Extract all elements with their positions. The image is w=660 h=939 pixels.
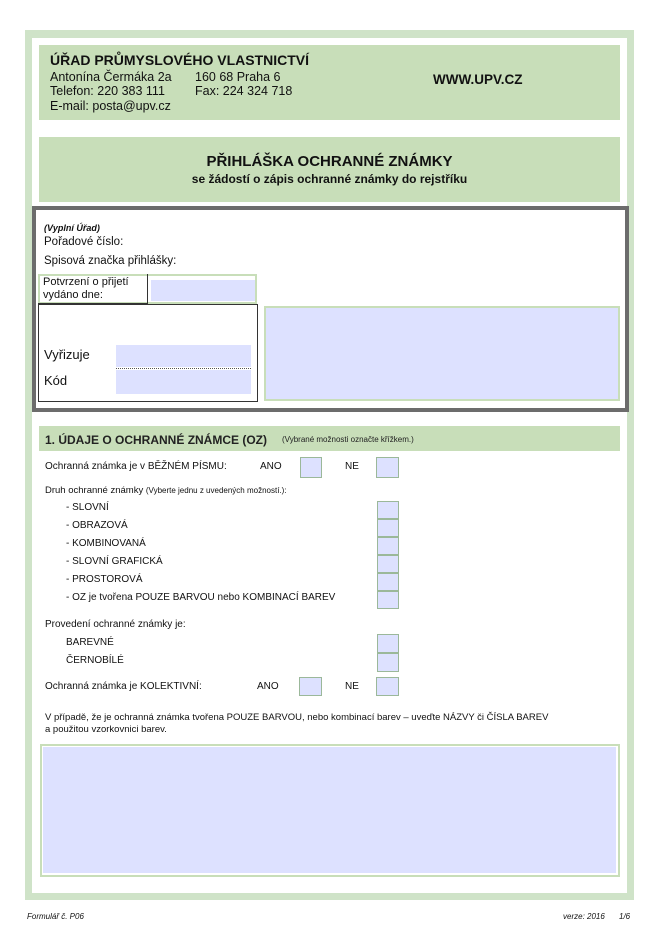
type-combined-checkbox[interactable] [377,537,399,555]
form-title: PŘIHLÁŠKA OCHRANNÉ ZNÁMKY [206,153,453,170]
phone: Telefon: 220 383 111 [50,84,165,98]
office-fill-note: (Vyplní Úřad) [44,223,100,233]
handler-divider [116,368,251,369]
receipt-label [43,276,129,302]
receipt-label-line2: vydáno dne: [43,289,103,301]
standard-script-yes-label: ANO [260,461,282,472]
type-option-spatial: - PROSTOROVÁ [66,574,143,585]
collective-yes-checkbox[interactable] [299,677,322,696]
address-city: 160 68 Praha 6 [195,70,281,84]
collective-no-label: NE [345,681,359,692]
code-label: Kód [44,373,68,388]
collective-no-checkbox[interactable] [376,677,399,696]
section-1-header [39,426,620,451]
form-title-block [39,137,620,202]
execution-color-checkbox[interactable] [377,634,399,653]
receipt-label-line1: Potvrzení o přijetí [43,276,129,288]
type-option-figurative: - OBRAZOVÁ [66,520,128,531]
color-note-line1: V případě, že je ochranná známka tvořena POUZE BARVOU, nebo kombinací barev – uveďte NÁZVY či ČÍSLA BAREV [45,712,549,723]
standard-script-label: Ochranná známka je v BĚŽNÉM PÍSMU: [45,461,227,472]
page-number: 1/6 [619,912,631,921]
standard-script-no-checkbox[interactable] [376,457,399,478]
receipt-date-field[interactable] [151,280,255,301]
stamp-field[interactable] [264,306,620,401]
office-header [39,45,620,120]
form-subtitle: se žádostí o zápis ochranné známky do rejstříku [191,172,468,186]
fax: Fax: 224 324 718 [195,84,293,98]
email: E-mail: posta@upv.cz [50,99,171,113]
type-color-checkbox[interactable] [377,591,399,609]
website-link[interactable]: WWW.UPV.CZ [433,72,523,87]
order-number-label: Pořadové číslo: [44,236,124,248]
file-mark-label: Spisová značka přihlášky: [44,255,177,267]
handler-label: Vyřizuje [44,347,90,362]
type-label [45,485,287,496]
handler-field[interactable] [116,345,251,367]
execution-color-label: BAREVNÉ [66,637,114,648]
execution-bw-checkbox[interactable] [377,653,399,672]
section-1-title: 1. ÚDAJE O OCHRANNÉ ZNÁMCE (OZ) [45,433,268,447]
form-number: Formulář č. P06 [27,912,84,921]
execution-bw-label: ČERNOBÍLÉ [66,655,124,666]
color-note [45,712,548,736]
type-label-note: (Vyberte jednu z uvedených možností.): [145,486,287,495]
type-option-combined: - KOMBINOVANÁ [66,538,146,549]
color-names-field[interactable] [43,747,616,873]
type-word-checkbox[interactable] [377,501,399,519]
type-option-word: - SLOVNÍ [66,502,109,513]
collective-label: Ochranná známka je KOLEKTIVNÍ: [45,681,202,692]
color-note-line2: a použitou vzorkovnici barev. [45,724,167,735]
type-label-text: Druh ochranné známky [45,485,144,496]
section-1-note: (Vybrané možnosti označte křížkem.) [282,435,414,444]
code-field[interactable] [116,370,251,394]
collective-yes-label: ANO [257,681,279,692]
standard-script-yes-checkbox[interactable] [300,457,322,478]
type-option-color: - OZ je tvořena POUZE BARVOU nebo KOMBINACÍ BAREV [66,592,336,603]
type-figurative-checkbox[interactable] [377,519,399,537]
type-spatial-checkbox[interactable] [377,573,399,591]
type-word-graphic-checkbox[interactable] [377,555,399,573]
form-version: verze: 2016 [563,912,605,921]
standard-script-no-label: NE [345,461,359,472]
execution-label: Provedení ochranné známky je: [45,619,186,630]
office-name: ÚŘAD PRŮMYSLOVÉHO VLASTNICTVÍ [50,52,310,68]
type-option-word-graphic: - SLOVNÍ GRAFICKÁ [66,556,163,567]
address-street: Antonína Čermáka 2a [50,70,172,84]
